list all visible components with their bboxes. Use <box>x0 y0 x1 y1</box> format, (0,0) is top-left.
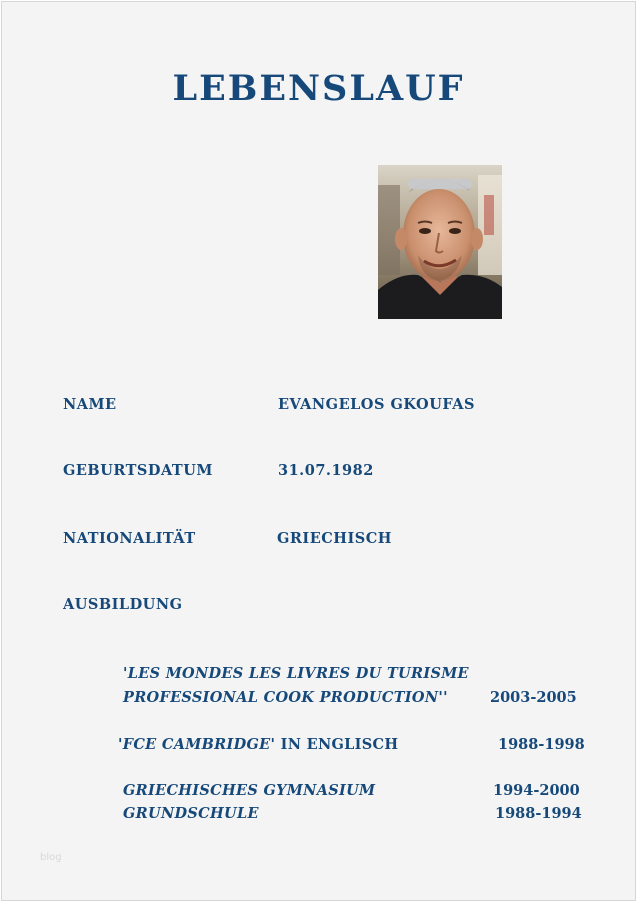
profile-photo-illustration <box>378 165 502 319</box>
nationality-label: NATIONALITÄT <box>63 530 196 547</box>
name-value: EVANGELOS GKOUFAS <box>278 396 475 413</box>
education-entry-1-years: 2003-2005 <box>490 689 577 706</box>
education-entry-1-line2: PROFESSIONAL COOK PRODUCTION'' <box>123 689 448 706</box>
watermark: blog <box>40 852 62 863</box>
cv-page <box>1 1 636 901</box>
nationality-value: GRIECHISCH <box>277 530 393 547</box>
birthdate-label: GEBURTSDATUM <box>63 462 213 479</box>
education-entry-3-years: 1994-2000 <box>493 782 580 799</box>
profile-photo <box>378 165 502 319</box>
birthdate-value: 31.07.1982 <box>278 462 374 479</box>
education-entry-3: GRIECHISCHES GYMNASIUM <box>123 782 376 799</box>
education-entry-4: GRUNDSCHULE <box>123 805 259 822</box>
education-entry-2-title: 'FCE CAMBRIDGE' <box>118 736 276 753</box>
education-entry-4-years: 1988-1994 <box>495 805 582 822</box>
education-entry-1-line1: 'LES MONDES LES LIVRES DU TURISME <box>123 665 469 682</box>
education-entry-2-years: 1988-1998 <box>498 736 585 753</box>
name-label: NAME <box>63 396 117 413</box>
document-title: LEBENSLAUF <box>172 68 465 109</box>
education-label: AUSBILDUNG <box>63 596 183 613</box>
education-entry-2-suffix: IN ENGLISCH <box>275 736 399 753</box>
education-entry-2 <box>118 736 398 753</box>
